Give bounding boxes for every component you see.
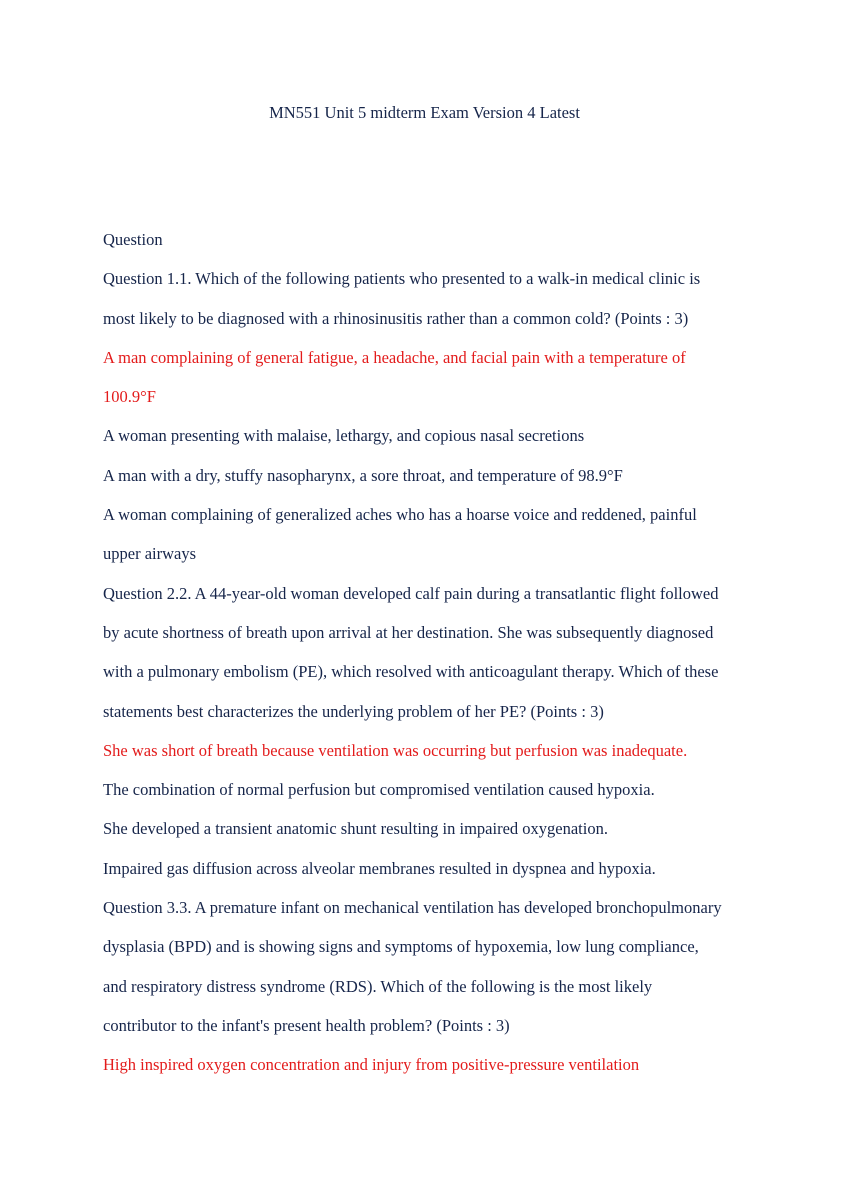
section-heading: Question: [103, 230, 163, 249]
question-1-option-d-line-2: upper airways: [103, 544, 197, 564]
question-2-text-line-1: Question 2.2. A 44-year-old woman developed calf pain during a transatlantic flight followed: [103, 583, 719, 603]
question-3-text-line-4: contributor to the infant's present health problem? (Points : 3): [103, 1015, 510, 1035]
question-1-option-c: A man with a dry, stuffy nasopharynx, a sore throat, and temperature of 98.9°F: [103, 465, 623, 485]
question-1-answer-correct-line-2: 100.9°F: [103, 387, 156, 407]
document-title: MN551 Unit 5 midterm Exam Version 4 Latest: [269, 103, 580, 122]
question-1-option-b: A woman presenting with malaise, lethargy, and copious nasal secretions: [103, 426, 585, 446]
question-2-option-c: She developed a transient anatomic shunt resulting in impaired oxygenation.: [103, 819, 608, 839]
question-1-option-d-line-1: A woman complaining of generalized aches who has a hoarse voice and reddened, painful: [103, 505, 697, 525]
question-2-text-line-2: by acute shortness of breath upon arrival at her destination. She was subsequently diagnosed: [103, 622, 714, 642]
question-3-text-line-2: dysplasia (BPD) and is showing signs and symptoms of hypoxemia, low lung compliance,: [103, 937, 699, 957]
question-1-answer-correct-line-1: A man complaining of general fatigue, a headache, and facial pain with a temperature of: [103, 347, 686, 367]
question-1-text-line-1: Question 1.1. Which of the following patients who presented to a walk-in medical clinic is: [103, 269, 701, 289]
question-2-option-d: Impaired gas diffusion across alveolar membranes resulted in dyspnea and hypoxia.: [103, 858, 656, 878]
question-2-text-line-4: statements best characterizes the underlying problem of her PE? (Points : 3): [103, 701, 604, 721]
document-body: [103, 220, 763, 1085]
question-3-text-line-1: Question 3.3. A premature infant on mechanical ventilation has developed bronchopulmonary: [103, 898, 722, 918]
question-3-text-line-3: and respiratory distress syndrome (RDS). Which of the following is the most likely: [103, 976, 653, 996]
question-2-option-b: The combination of normal perfusion but compromised ventilation caused hypoxia.: [103, 780, 655, 800]
question-1-text-line-2: most likely to be diagnosed with a rhinosinusitis rather than a common cold? (Points : 3): [103, 308, 689, 328]
question-2-text-line-3: with a pulmonary embolism (PE), which resolved with anticoagulant therapy. Which of these: [103, 662, 719, 682]
question-2-answer-correct: She was short of breath because ventilation was occurring but perfusion was inadequate.: [103, 740, 688, 760]
question-3-answer-correct: High inspired oxygen concentration and injury from positive-pressure ventilation: [103, 1055, 640, 1075]
